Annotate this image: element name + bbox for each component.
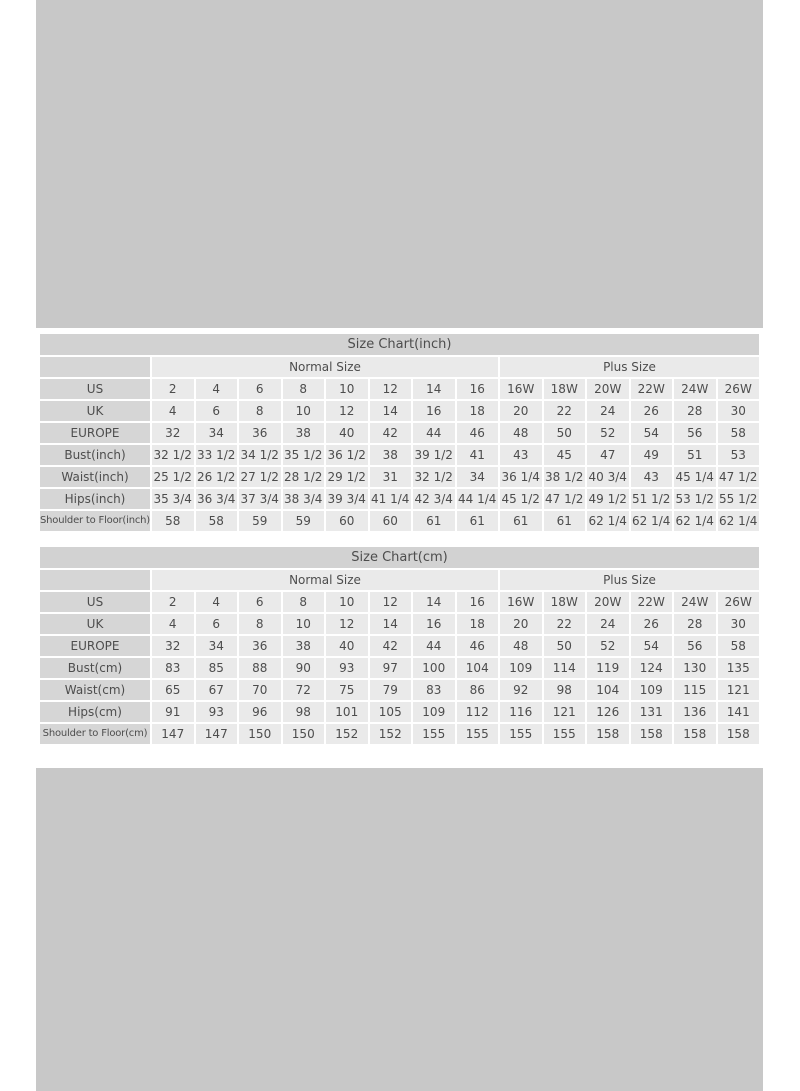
size-value-cell: 54: [631, 423, 673, 443]
table-title: Size Chart(inch): [40, 334, 759, 355]
size-value-cell: 36 3/4: [196, 489, 238, 509]
size-value-cell: 20: [500, 614, 542, 634]
size-value-cell: 105: [370, 702, 412, 722]
size-value-cell: 10: [326, 379, 368, 399]
table-row: [40, 658, 759, 678]
size-value-cell: 104: [457, 658, 499, 678]
size-value-cell: 47 1/2: [544, 489, 586, 509]
size-value-cell: 33 1/2: [196, 445, 238, 465]
size-value-cell: 45: [544, 445, 586, 465]
size-value-cell: 24: [587, 401, 629, 421]
row-label: Bust(inch): [40, 445, 150, 465]
size-value-cell: 45 1/2: [500, 489, 542, 509]
size-value-cell: 155: [500, 724, 542, 744]
size-value-cell: 26: [631, 401, 673, 421]
size-value-cell: 22W: [631, 379, 673, 399]
size-value-cell: 86: [457, 680, 499, 700]
size-value-cell: 155: [413, 724, 455, 744]
size-value-cell: 18: [457, 401, 499, 421]
row-label: EUROPE: [40, 636, 150, 656]
size-value-cell: 22: [544, 614, 586, 634]
size-value-cell: 18: [457, 614, 499, 634]
size-value-cell: 136: [674, 702, 716, 722]
size-value-cell: 150: [283, 724, 325, 744]
size-value-cell: 4: [152, 401, 194, 421]
size-value-cell: 8: [283, 379, 325, 399]
size-value-cell: 75: [326, 680, 368, 700]
size-value-cell: 109: [413, 702, 455, 722]
size-value-cell: 93: [196, 702, 238, 722]
size-chart-cm-table: [38, 545, 761, 746]
size-value-cell: 34: [196, 636, 238, 656]
size-value-cell: 24: [587, 614, 629, 634]
table-row: [40, 614, 759, 634]
size-value-cell: 97: [370, 658, 412, 678]
size-value-cell: 12: [326, 614, 368, 634]
size-value-cell: 44: [413, 636, 455, 656]
row-label: UK: [40, 614, 150, 634]
size-value-cell: 24W: [674, 379, 716, 399]
row-label: Hips(inch): [40, 489, 150, 509]
size-value-cell: 49 1/2: [587, 489, 629, 509]
size-value-cell: 147: [152, 724, 194, 744]
size-value-cell: 62 1/4: [631, 511, 673, 531]
size-value-cell: 40 3/4: [587, 467, 629, 487]
table-title-row: [40, 547, 759, 568]
size-value-cell: 93: [326, 658, 368, 678]
size-value-cell: 2: [152, 379, 194, 399]
size-value-cell: 38: [283, 636, 325, 656]
size-value-cell: 35 1/2: [283, 445, 325, 465]
size-value-cell: 59: [283, 511, 325, 531]
size-value-cell: 58: [718, 636, 760, 656]
size-value-cell: 32 1/2: [152, 445, 194, 465]
row-label: US: [40, 592, 150, 612]
table-title: Size Chart(cm): [40, 547, 759, 568]
size-value-cell: 31: [370, 467, 412, 487]
size-value-cell: 158: [631, 724, 673, 744]
size-value-cell: 58: [196, 511, 238, 531]
table-row: [40, 467, 759, 487]
size-value-cell: 158: [674, 724, 716, 744]
table-row: [40, 511, 759, 531]
size-value-cell: 104: [587, 680, 629, 700]
size-value-cell: 158: [587, 724, 629, 744]
size-value-cell: 56: [674, 636, 716, 656]
size-value-cell: 83: [413, 680, 455, 700]
size-value-cell: 119: [587, 658, 629, 678]
group-header: Normal Size: [152, 570, 498, 590]
table-title-row: [40, 334, 759, 355]
size-value-cell: 30: [718, 614, 760, 634]
size-value-cell: 158: [718, 724, 760, 744]
size-value-cell: 62 1/4: [587, 511, 629, 531]
group-header: Normal Size: [152, 357, 498, 377]
size-value-cell: 42: [370, 636, 412, 656]
size-value-cell: 56: [674, 423, 716, 443]
size-value-cell: 27 1/2: [239, 467, 281, 487]
size-value-cell: 52: [587, 423, 629, 443]
size-value-cell: 14: [370, 614, 412, 634]
size-value-cell: 55 1/2: [718, 489, 760, 509]
size-value-cell: 60: [370, 511, 412, 531]
size-value-cell: 44: [413, 423, 455, 443]
size-value-cell: 32: [152, 636, 194, 656]
size-value-cell: 6: [239, 379, 281, 399]
size-value-cell: 51: [674, 445, 716, 465]
size-value-cell: 22W: [631, 592, 673, 612]
table-row: [40, 702, 759, 722]
size-value-cell: 12: [370, 379, 412, 399]
size-value-cell: 14: [413, 379, 455, 399]
row-label: Waist(inch): [40, 467, 150, 487]
size-value-cell: 45 1/4: [674, 467, 716, 487]
size-value-cell: 6: [196, 614, 238, 634]
size-value-cell: 101: [326, 702, 368, 722]
table-row: [40, 724, 759, 744]
size-value-cell: 16: [457, 379, 499, 399]
table-row: [40, 489, 759, 509]
size-value-cell: 72: [283, 680, 325, 700]
size-value-cell: 36 1/2: [326, 445, 368, 465]
size-value-cell: 26 1/2: [196, 467, 238, 487]
size-value-cell: 98: [544, 680, 586, 700]
size-value-cell: 20: [500, 401, 542, 421]
size-value-cell: 51 1/2: [631, 489, 673, 509]
size-value-cell: 52: [587, 636, 629, 656]
size-value-cell: 121: [718, 680, 760, 700]
size-value-cell: 8: [239, 614, 281, 634]
size-value-cell: 10: [326, 592, 368, 612]
size-value-cell: 8: [239, 401, 281, 421]
table-row: [40, 636, 759, 656]
size-value-cell: 28 1/2: [283, 467, 325, 487]
size-value-cell: 54: [631, 636, 673, 656]
size-value-cell: 34: [196, 423, 238, 443]
size-value-cell: 98: [283, 702, 325, 722]
size-value-cell: 4: [152, 614, 194, 634]
size-value-cell: 42: [370, 423, 412, 443]
size-value-cell: 39 1/2: [413, 445, 455, 465]
size-value-cell: 47: [587, 445, 629, 465]
size-value-cell: 41: [457, 445, 499, 465]
size-value-cell: 32 1/2: [413, 467, 455, 487]
size-value-cell: 16: [457, 592, 499, 612]
size-value-cell: 53 1/2: [674, 489, 716, 509]
size-value-cell: 62 1/4: [674, 511, 716, 531]
size-value-cell: 61: [413, 511, 455, 531]
size-value-cell: 41 1/4: [370, 489, 412, 509]
size-value-cell: 92: [500, 680, 542, 700]
size-value-cell: 28: [674, 401, 716, 421]
size-value-cell: 67: [196, 680, 238, 700]
group-header: Plus Size: [500, 570, 759, 590]
size-value-cell: 70: [239, 680, 281, 700]
size-value-cell: 155: [544, 724, 586, 744]
size-value-cell: 48: [500, 423, 542, 443]
size-value-cell: 155: [457, 724, 499, 744]
size-value-cell: 96: [239, 702, 281, 722]
size-value-cell: 12: [370, 592, 412, 612]
size-value-cell: 34 1/2: [239, 445, 281, 465]
size-value-cell: 37 3/4: [239, 489, 281, 509]
group-header: Plus Size: [500, 357, 759, 377]
size-value-cell: 152: [326, 724, 368, 744]
size-value-cell: 35 3/4: [152, 489, 194, 509]
size-value-cell: 16W: [500, 379, 542, 399]
gray-background-panel: [36, 0, 763, 1091]
size-value-cell: 88: [239, 658, 281, 678]
size-value-cell: 43: [500, 445, 542, 465]
size-value-cell: 50: [544, 636, 586, 656]
size-value-cell: 100: [413, 658, 455, 678]
size-value-cell: 6: [239, 592, 281, 612]
size-value-cell: 16: [413, 401, 455, 421]
group-header-row: [40, 357, 759, 377]
size-value-cell: 30: [718, 401, 760, 421]
row-label: Waist(cm): [40, 680, 150, 700]
size-value-cell: 112: [457, 702, 499, 722]
group-header-row: [40, 570, 759, 590]
size-value-cell: 25 1/2: [152, 467, 194, 487]
size-value-cell: 8: [283, 592, 325, 612]
size-value-cell: 62 1/4: [718, 511, 760, 531]
size-value-cell: 34: [457, 467, 499, 487]
table-row: [40, 379, 759, 399]
size-value-cell: 38: [283, 423, 325, 443]
size-value-cell: 116: [500, 702, 542, 722]
size-value-cell: 58: [152, 511, 194, 531]
size-value-cell: 6: [196, 401, 238, 421]
size-value-cell: 131: [631, 702, 673, 722]
size-value-cell: 4: [196, 379, 238, 399]
size-value-cell: 47 1/2: [718, 467, 760, 487]
size-value-cell: 10: [283, 401, 325, 421]
row-label: Hips(cm): [40, 702, 150, 722]
size-value-cell: 50: [544, 423, 586, 443]
size-value-cell: 141: [718, 702, 760, 722]
size-value-cell: 44 1/4: [457, 489, 499, 509]
size-value-cell: 90: [283, 658, 325, 678]
size-chart-white-area: [36, 328, 763, 768]
size-value-cell: 14: [370, 401, 412, 421]
size-value-cell: 10: [283, 614, 325, 634]
size-value-cell: 36 1/4: [500, 467, 542, 487]
size-value-cell: 46: [457, 423, 499, 443]
size-value-cell: 18W: [544, 592, 586, 612]
size-value-cell: 38: [370, 445, 412, 465]
size-value-cell: 2: [152, 592, 194, 612]
size-value-cell: 60: [326, 511, 368, 531]
size-value-cell: 65: [152, 680, 194, 700]
size-value-cell: 91: [152, 702, 194, 722]
size-value-cell: 4: [196, 592, 238, 612]
size-value-cell: 152: [370, 724, 412, 744]
size-chart-inch-table: [38, 332, 761, 533]
size-value-cell: 135: [718, 658, 760, 678]
size-value-cell: 18W: [544, 379, 586, 399]
size-value-cell: 83: [152, 658, 194, 678]
size-value-cell: 126: [587, 702, 629, 722]
table-row: [40, 423, 759, 443]
size-value-cell: 40: [326, 636, 368, 656]
size-value-cell: 38 1/2: [544, 467, 586, 487]
table-row: [40, 592, 759, 612]
size-value-cell: 109: [631, 680, 673, 700]
size-value-cell: 48: [500, 636, 542, 656]
size-value-cell: 22: [544, 401, 586, 421]
table-row: [40, 401, 759, 421]
size-value-cell: 49: [631, 445, 673, 465]
size-value-cell: 109: [500, 658, 542, 678]
size-value-cell: 61: [500, 511, 542, 531]
size-value-cell: 130: [674, 658, 716, 678]
size-value-cell: 114: [544, 658, 586, 678]
table-row: [40, 680, 759, 700]
size-value-cell: 26W: [718, 592, 760, 612]
size-value-cell: 28: [674, 614, 716, 634]
size-value-cell: 38 3/4: [283, 489, 325, 509]
size-value-cell: 26: [631, 614, 673, 634]
size-value-cell: 39 3/4: [326, 489, 368, 509]
size-value-cell: 150: [239, 724, 281, 744]
size-value-cell: 40: [326, 423, 368, 443]
row-label: Shoulder to Floor(inch): [40, 511, 150, 531]
size-value-cell: 16: [413, 614, 455, 634]
row-label: Bust(cm): [40, 658, 150, 678]
size-value-cell: 32: [152, 423, 194, 443]
size-value-cell: 124: [631, 658, 673, 678]
size-value-cell: 36: [239, 636, 281, 656]
size-value-cell: 46: [457, 636, 499, 656]
size-value-cell: 16W: [500, 592, 542, 612]
size-value-cell: 53: [718, 445, 760, 465]
size-value-cell: 61: [544, 511, 586, 531]
size-value-cell: 24W: [674, 592, 716, 612]
row-label: US: [40, 379, 150, 399]
size-value-cell: 20W: [587, 592, 629, 612]
size-value-cell: 147: [196, 724, 238, 744]
size-value-cell: 43: [631, 467, 673, 487]
size-value-cell: 12: [326, 401, 368, 421]
size-value-cell: 14: [413, 592, 455, 612]
size-value-cell: 26W: [718, 379, 760, 399]
size-value-cell: 85: [196, 658, 238, 678]
table-row: [40, 445, 759, 465]
group-corner-cell: [40, 357, 150, 377]
size-value-cell: 61: [457, 511, 499, 531]
size-value-cell: 58: [718, 423, 760, 443]
size-value-cell: 121: [544, 702, 586, 722]
size-value-cell: 29 1/2: [326, 467, 368, 487]
row-label: Shoulder to Floor(cm): [40, 724, 150, 744]
size-value-cell: 59: [239, 511, 281, 531]
group-corner-cell: [40, 570, 150, 590]
size-value-cell: 20W: [587, 379, 629, 399]
size-value-cell: 42 3/4: [413, 489, 455, 509]
row-label: EUROPE: [40, 423, 150, 443]
size-value-cell: 79: [370, 680, 412, 700]
row-label: UK: [40, 401, 150, 421]
size-value-cell: 36: [239, 423, 281, 443]
size-value-cell: 115: [674, 680, 716, 700]
